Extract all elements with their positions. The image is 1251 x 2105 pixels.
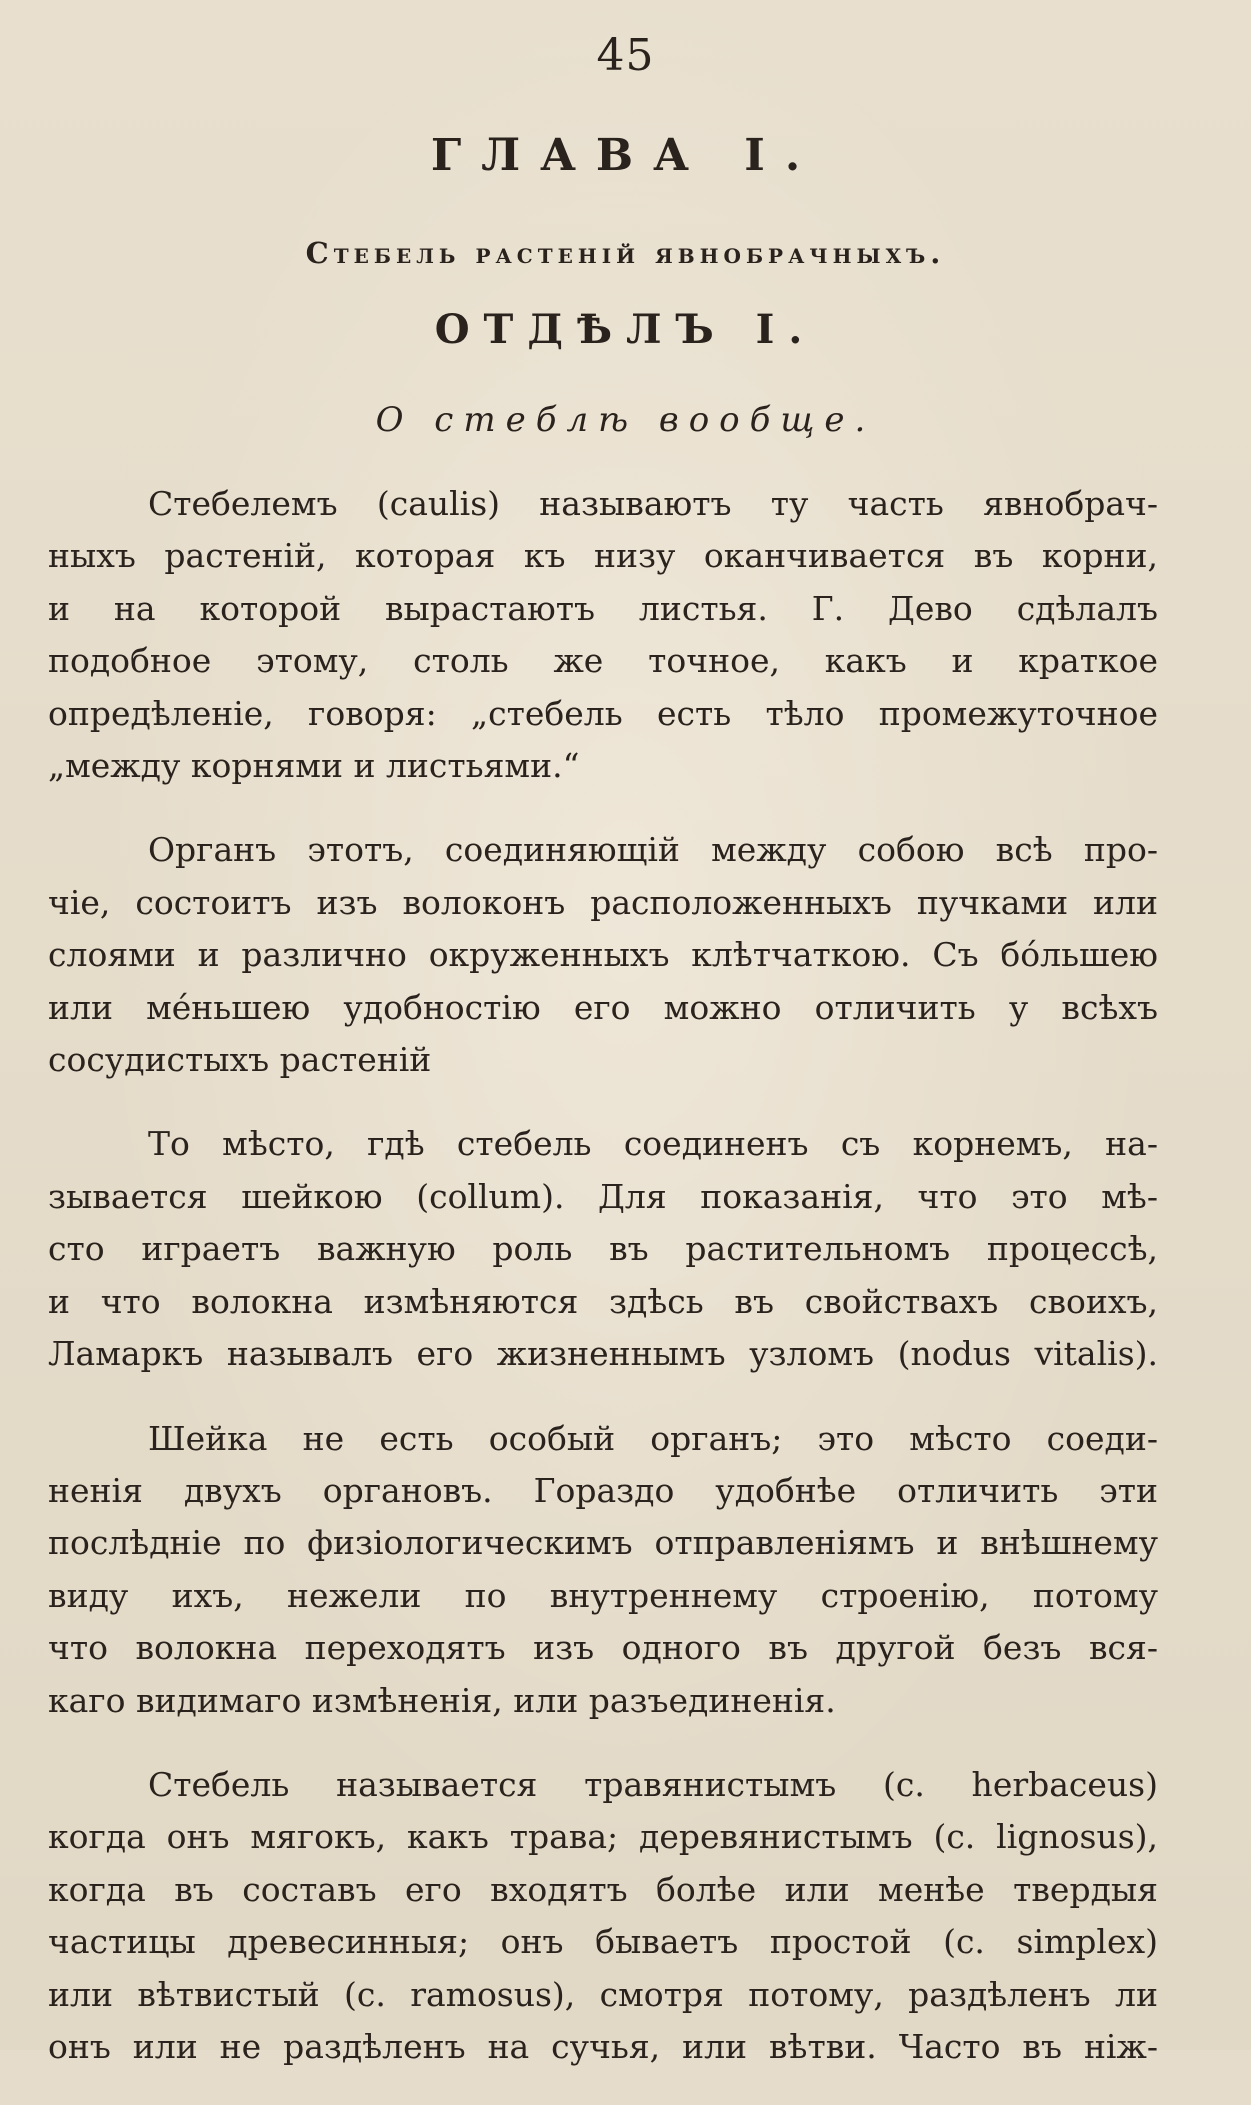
text-line: подобное этому, столь же точное, какъ и краткое [48,641,1158,681]
text-line: ныхъ растенiй, которая къ низу оканчивается въ корни, [48,536,1158,576]
chapter-title: ГЛАВА I. [430,130,821,181]
text-line: Шейка не есть особый органъ; это мѣсто соеди- [148,1418,1158,1458]
section-title: ОТДѢЛЪ I. [434,306,817,353]
body-text [48,478,1158,2105]
text-line: что волокна переходятъ изъ одного въ другой безъ вся- [48,1628,1158,1668]
text-line: То мѣсто, гдѣ стебель соединенъ съ корнемъ, на- [148,1124,1158,1164]
text-line: Стебель называется травянистымъ (c. herbaceus) [148,1764,1158,1804]
text-line: сосудистыхъ растенiй [48,1040,432,1080]
text-line: или вѣтвистый (c. ramosus), смотря потому, раздѣленъ ли [48,1974,1158,2014]
text-line: послѣднiе по физiологическимъ отправленiямъ и внѣшнему [48,1523,1158,1563]
paragraph-organ-structure [48,824,1158,1086]
text-line: частицы древесинныя; онъ бываетъ простой (c. simplex) [48,1922,1158,1962]
text-line: слоями и различно окруженныхъ клѣтчаткою. Съ бóльшею [48,935,1158,975]
text-line: зывается шейкою (collum). Для показанiя, что это мѣ- [48,1176,1158,1216]
text-line: когда въ составъ его входятъ болѣе или менѣе твердыя [48,1869,1158,1909]
text-line: виду ихъ, нежели по внутреннему строенiю, потому [48,1575,1158,1615]
text-line: ненiя двухъ органовъ. Гораздо удобнѣе отличить эти [48,1470,1158,1510]
chapter-subtitle: Стебель растенiй явнобрачныхъ. [305,236,946,270]
text-line: Органъ этотъ, соединяющiй между собою всѣ про- [148,830,1158,870]
page-number: 45 [596,30,655,81]
text-line: каго видимаго измѣненiя, или разъединенiя. [48,1680,836,1720]
text-line: или мéньшею удобностiю его можно отличить у всѣхъ [48,987,1158,1027]
paragraph-neck [48,1413,1158,1727]
paragraph-collum [48,1118,1158,1380]
text-line: Ламаркъ называлъ его жизненнымъ узломъ (nodus vitalis). [48,1334,1158,1374]
section-subtitle: О стеблѣ вообще. [375,400,876,440]
text-line: Стебелемъ (caulis) называютъ ту часть явнобрач- [148,484,1158,523]
paragraph-stem-types [48,1759,1158,2073]
text-line: когда онъ мягокъ, какъ трава; деревянистымъ (c. lignosus), [48,1817,1158,1857]
text-line: онъ или не раздѣленъ на сучья, или вѣтви. Часто въ нiж- [48,2026,1158,2066]
text-line: и на которой вырастаютъ листья. Г. Дево сдѣлалъ [48,588,1158,628]
text-line: опредѣленiе, говоря: „стебель есть тѣло промежуточное [48,693,1158,733]
text-line: чiе, состоитъ изъ волоконъ расположенныхъ пучками или [48,882,1158,922]
text-line: и что волокна измѣняются здѣсь въ свойствахъ своихъ, [48,1281,1158,1321]
text-line: сто играетъ важную роль въ растительномъ процессѣ, [48,1229,1158,1269]
text-line: „между корнями и листьями.“ [48,746,580,786]
paragraph-caulis-definition [48,478,1158,792]
